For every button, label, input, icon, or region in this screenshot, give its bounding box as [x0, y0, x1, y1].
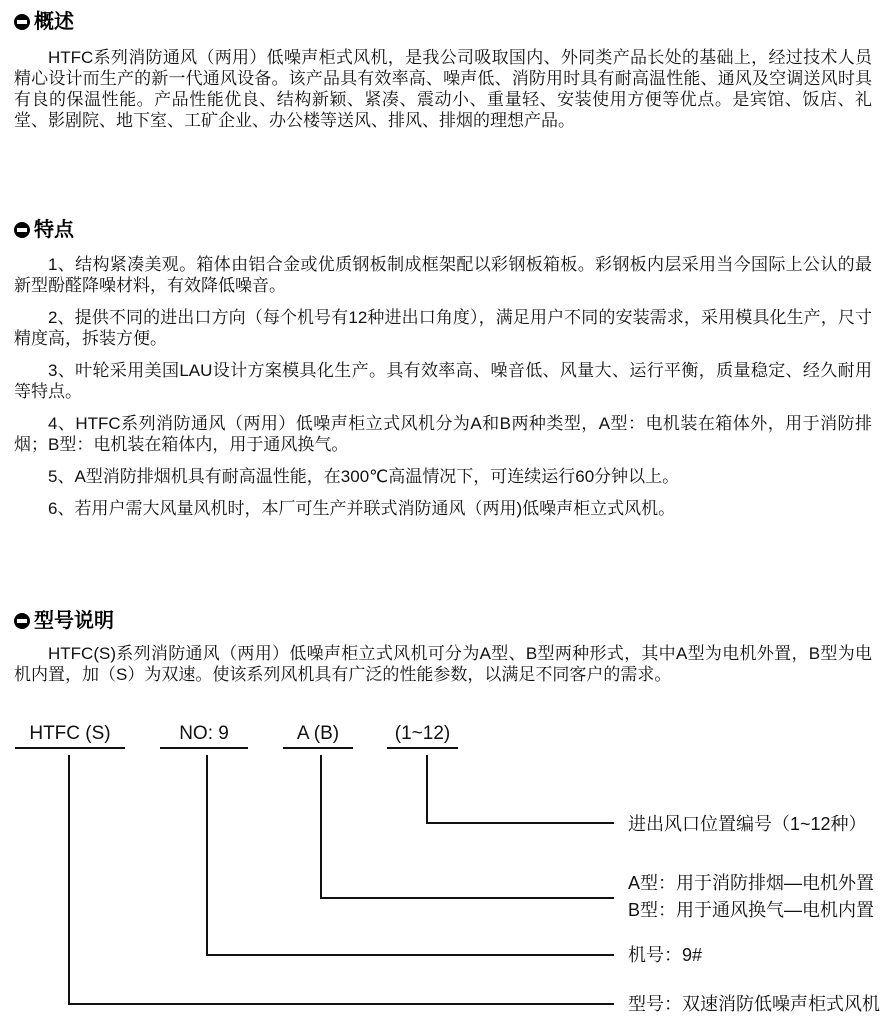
section-model-designation	[14, 609, 872, 685]
feature-item-1: 1、结构紧凑美观。箱体由铝合金或优质钢板制成框架配以彩钢板箱板。彩钢板内层采用当今国际上公认的最新型酚醛降噪材料，有效降低噪音。	[14, 255, 872, 295]
section-features-title: 特点	[34, 219, 74, 241]
feature-item-4: 4、HTFC系列消防通风（两用）低噪声柜立式风机分为A和B两种类型，A型：电机装在箱体外，用于消防排烟；B型：电机装在箱体内，用于通风换气。	[14, 414, 872, 454]
connector-line-outlet	[426, 755, 428, 824]
feature-item-6: 6、若用户需大风量风机时，本厂可生产并联式消防通风（两用)低噪声柜立式风机。	[48, 499, 676, 518]
document-body	[0, 10, 885, 685]
connector-line-number	[206, 755, 208, 956]
connector-line-number-horizontal	[206, 954, 614, 956]
diagram-label-outlet-position: 进出风口位置编号（1~12种）	[628, 814, 867, 834]
section-overview-heading	[14, 10, 872, 34]
connector-line-series-horizontal	[68, 1003, 614, 1005]
model-paragraph: HTFC(S)系列消防通风（两用）低噪声柜立式风机可分为A型、B型两种形式，其中A型为电机外置，B型为电机内置，加（S）为双速。使该系列风机具有广泛的性能参数，以满足不同客户的需求。	[14, 644, 872, 684]
diagram-label-type-a: A型：用于消防排烟—电机外置	[628, 873, 875, 893]
connector-line-series	[68, 755, 70, 1005]
connector-line-outlet-horizontal	[426, 822, 614, 824]
section-overview-title: 概述	[34, 11, 74, 33]
model-code-diagram	[0, 715, 885, 1026]
feature-item-5: 5、A型消防排烟机具有耐高温性能，在300℃高温情况下，可连续运行60分钟以上。	[48, 467, 680, 486]
feature-item-2: 2、提供不同的进出口方向（每个机号有12种进出口角度），满足用户不同的安装需求，采用模具化生产，尺寸精度高，拆装方便。	[14, 308, 872, 348]
code-segment-outlet: (1~12)	[387, 723, 458, 749]
code-segment-series: HTFC (S)	[15, 723, 125, 749]
section-overview	[14, 10, 872, 131]
section-model-heading	[14, 609, 872, 633]
bullet-circle-minus-icon	[14, 222, 30, 238]
section-model-title: 型号说明	[34, 610, 114, 632]
connector-line-type	[320, 755, 322, 899]
diagram-label-type-b: B型：用于通风换气—电机内置	[628, 900, 875, 920]
feature-item-3: 3、叶轮采用美国LAU设计方案模具化生产。具有效率高、噪音低、风量大、运行平衡，质量稳定、经久耐用等特点。	[14, 361, 872, 401]
overview-paragraph: HTFC系列消防通风（两用）低噪声柜式风机，是我公司吸取国内、外同类产品长处的基础上，经过技术人员精心设计而生产的新一代通风设备。该产品具有效率高、噪声低、消防用时具有耐高温性能、通风及空调送风时具有良的保温性能。产品性能优良、结构新颖、紧凑、震动小、重量轻、安装使用方便等优点。是宾馆、饭店、礼堂、影剧院、地下室、工矿企业、办公楼等送风、排风、排烟的理想产品。	[14, 48, 872, 130]
code-segment-number: NO: 9	[160, 723, 248, 749]
section-features-heading	[14, 218, 872, 242]
code-segment-type: A (B)	[283, 723, 353, 749]
section-features	[14, 218, 872, 519]
connector-line-type-horizontal	[320, 897, 614, 899]
bullet-circle-minus-icon	[14, 613, 30, 629]
diagram-label-model-name: 型号：双速消防低噪声柜式风机	[628, 994, 880, 1014]
bullet-circle-minus-icon	[14, 14, 30, 30]
diagram-label-machine-no: 机号：9#	[628, 945, 703, 965]
